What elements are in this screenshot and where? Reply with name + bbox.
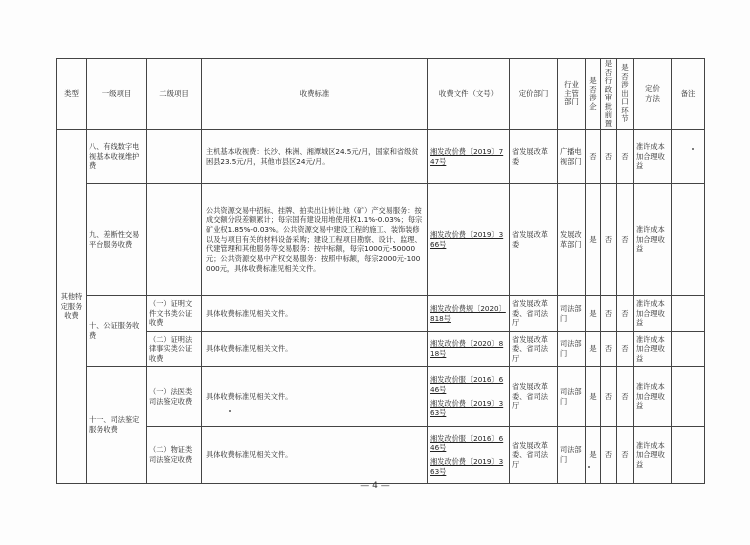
approval-cell: 否	[601, 367, 617, 427]
approval-cell: 否	[601, 184, 617, 296]
header-admin-approval: 是否行政审批前置	[601, 59, 617, 130]
header-type: 类型	[57, 59, 87, 130]
industry-dept-cell: 司法部门	[558, 427, 586, 484]
level2-cell	[147, 184, 202, 296]
level1-cell: 九、差断性交易平台服务收费	[87, 184, 147, 296]
standard-cell: 主机基本收视费：长沙、株洲、湘潭城区24.5元/月，国家和省级贫困县23.5元/月，其他市县区24元/月。	[202, 130, 428, 184]
header-standard: 收费标准	[202, 59, 428, 130]
table-row	[57, 184, 705, 296]
remarks-cell	[672, 130, 705, 184]
level2-cell: （二）物证类司法鉴定收费	[147, 427, 202, 484]
document-link[interactable]: 湘发改价费〔2019〕366号	[430, 229, 504, 249]
pricing-dept-cell: 省发展改革委	[510, 184, 558, 296]
document-cell	[428, 184, 510, 296]
industry-dept-cell: 广播电视部门	[558, 130, 586, 184]
level2-cell	[147, 130, 202, 184]
method-cell: 准许成本加合理收益	[634, 184, 672, 296]
remarks-cell	[672, 427, 705, 484]
standard-cell: 公共资源交易中招标、挂牌、拍卖出让转让地（矿）产交易服务：按成交额分段差额累计；每宗国有建设用地使用权1.1%-0.03%；每宗矿业权1.85%-0.03%。公共资源交易中建设工程的施工、装饰装修以及与项目有关的材料设备采购；建设工程项目勘察、设计、监理、代建管理和其他服务等交易服务：按中标额，每宗1000元-50000元；公共资源交易中产权交易服务：按照中标额，每宗2000元-100000元，具体收费标准见相关文件。	[202, 184, 428, 296]
method-cell: 准许成本加合理收益	[634, 427, 672, 484]
enterprise-cell: 否	[586, 130, 601, 184]
document-cell	[428, 332, 510, 367]
level1-cell: 十一、司法鉴定服务收费	[87, 367, 147, 484]
table-header-row	[57, 59, 705, 130]
export-cell: 否	[617, 296, 634, 332]
fee-table	[56, 58, 705, 484]
pricing-dept-cell: 省发展改革委、省司法厅	[510, 332, 558, 367]
scan-speck	[692, 148, 694, 150]
header-document: 收费文件（文号）	[428, 59, 510, 130]
level2-cell: （一）法医类司法鉴定收费	[147, 367, 202, 427]
industry-dept-cell: 发展改革部门	[558, 184, 586, 296]
document-cell	[428, 130, 510, 184]
method-cell: 准许成本加合理收益	[634, 367, 672, 427]
enterprise-cell: 是	[586, 184, 601, 296]
remarks-cell	[672, 296, 705, 332]
header-exit-link: 是否涉出口环节	[617, 59, 634, 130]
header-involves-enterprise: 是否涉企	[586, 59, 601, 130]
document-link[interactable]: 湘发改价费〔2019〕363号	[430, 398, 504, 418]
table-row	[57, 130, 705, 184]
header-pricing-method: 定价方法	[634, 59, 672, 130]
approval-cell: 否	[601, 296, 617, 332]
remarks-cell	[672, 332, 705, 367]
industry-dept-cell: 司法部门	[558, 367, 586, 427]
document-cell	[428, 367, 510, 427]
export-cell: 否	[617, 427, 634, 484]
industry-dept-cell: 司法部门	[558, 296, 586, 332]
remarks-cell	[672, 184, 705, 296]
export-cell: 否	[617, 367, 634, 427]
header-pricing-dept: 定价部门	[510, 59, 558, 130]
method-cell: 准许成本加合理收益	[634, 332, 672, 367]
document-link[interactable]: 湘发改价费规〔2020〕818号	[430, 303, 506, 323]
level2-cell: （二）证明法律事实类公证收费	[147, 332, 202, 367]
enterprise-cell: 是	[586, 296, 601, 332]
approval-cell: 否	[601, 130, 617, 184]
header-industry-dept: 行业主管部门	[558, 59, 586, 130]
pricing-dept-cell: 省发展改革委、省司法厅	[510, 367, 558, 427]
method-cell: 准许成本加合理收益	[634, 130, 672, 184]
export-cell: 否	[617, 130, 634, 184]
table-row	[57, 296, 705, 332]
table-row	[57, 332, 705, 367]
level1-cell: 十、公证服务收费	[87, 296, 147, 367]
method-cell: 准许成本加合理收益	[634, 296, 672, 332]
approval-cell: 否	[601, 427, 617, 484]
pricing-dept-cell: 省发展改革委、省司法厅	[510, 427, 558, 484]
standard-cell: 具体收费标准见相关文件。	[202, 332, 428, 367]
approval-cell: 否	[601, 332, 617, 367]
document-cell	[428, 427, 510, 484]
category-cell: 其他特定服务收费	[57, 130, 87, 484]
standard-cell: 具体收费标准见相关文件。	[202, 296, 428, 332]
export-cell: 否	[617, 332, 634, 367]
pricing-dept-cell: 省发展改革委	[510, 130, 558, 184]
export-cell: 否	[617, 184, 634, 296]
level1-cell: 八、有线数字电视基本收视维护费	[87, 130, 147, 184]
remarks-cell	[672, 367, 705, 427]
document-link[interactable]: 湘发改价服〔2016〕646号	[430, 433, 504, 453]
enterprise-cell: 是	[586, 367, 601, 427]
header-remarks: 备注	[672, 59, 705, 130]
scan-speck	[588, 466, 590, 468]
document-link[interactable]: 湘发改价费〔2020〕818号	[430, 339, 504, 359]
level2-cell: （一）证明文件文书类公证收费	[147, 296, 202, 332]
pricing-dept-cell: 省发展改革委、省司法厅	[510, 296, 558, 332]
standard-cell: 具体收费标准见相关文件。	[202, 367, 428, 427]
document-link[interactable]: 湘发改价费〔2019〕747号	[430, 146, 504, 166]
document-link[interactable]: 湘发改价费〔2019〕363号	[430, 457, 504, 476]
table-row	[57, 367, 705, 427]
header-level1: 一级项目	[87, 59, 147, 130]
document-cell	[428, 296, 510, 332]
table-row	[57, 427, 705, 484]
scan-speck	[229, 410, 231, 412]
industry-dept-cell: 司法部门	[558, 332, 586, 367]
page-number: — 4 —	[360, 481, 390, 491]
enterprise-cell: 是	[586, 332, 601, 367]
standard-cell: 具体收费标准见相关文件。	[202, 427, 428, 484]
enterprise-cell: 是	[586, 427, 601, 484]
header-level2: 二级项目	[147, 59, 202, 130]
document-link[interactable]: 湘发改价服〔2016〕646号	[430, 375, 504, 394]
